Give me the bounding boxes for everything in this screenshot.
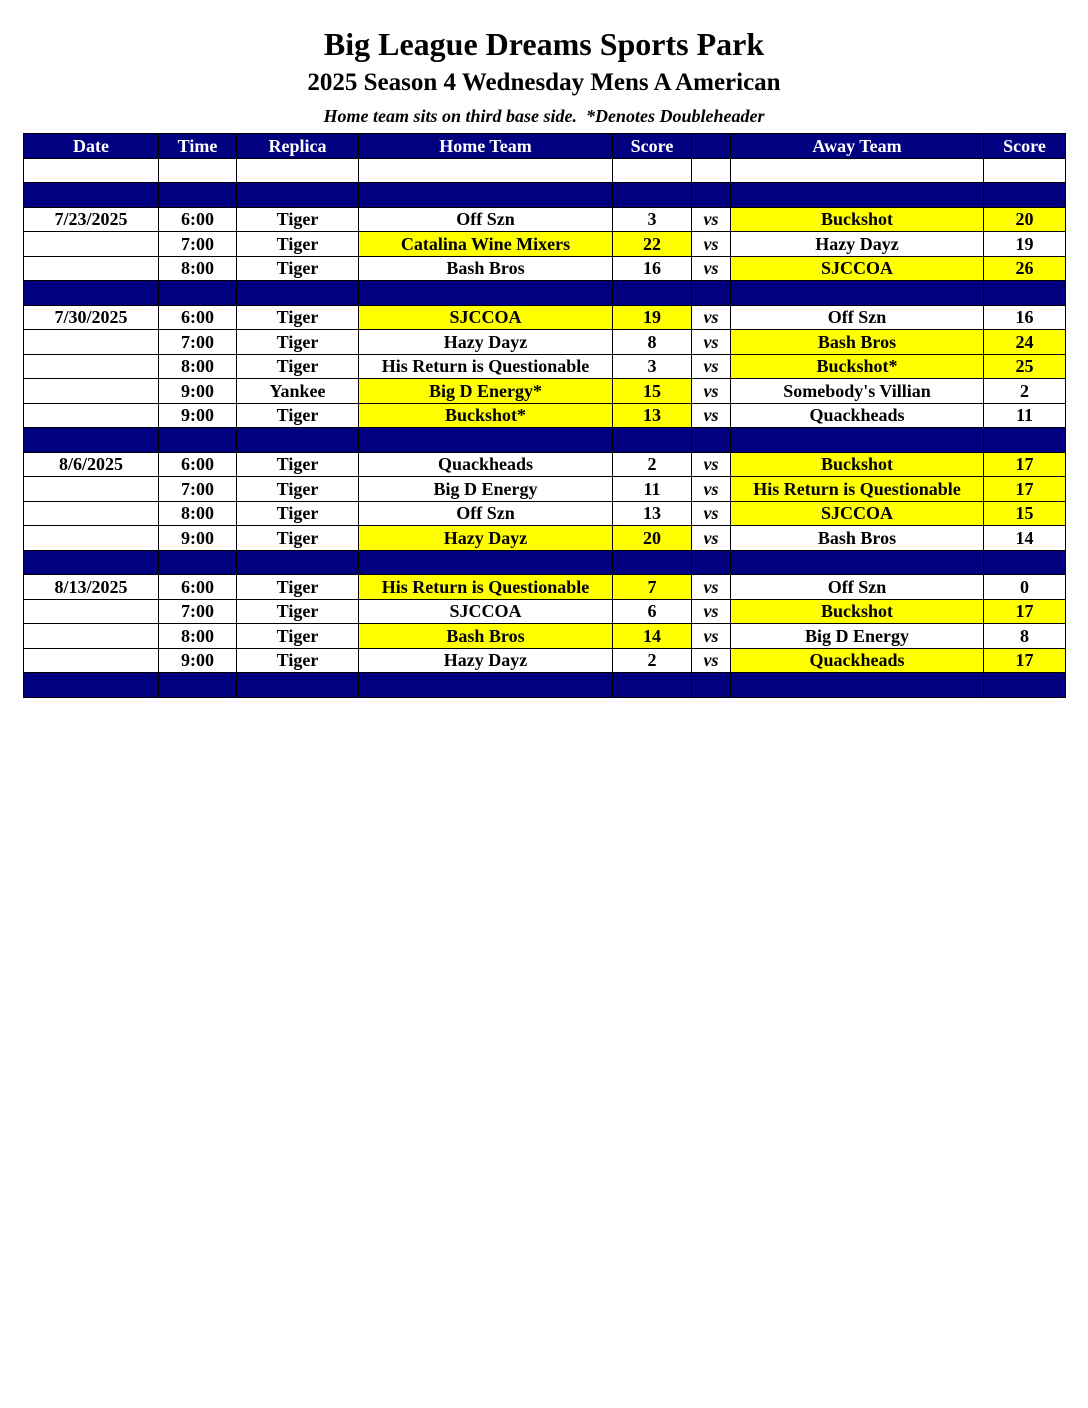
replica-cell: Tiger	[237, 452, 359, 477]
separator-cell	[731, 550, 984, 575]
away-team-cell: Big D Energy	[731, 624, 984, 649]
replica-cell: Tiger	[237, 648, 359, 673]
away-team-cell: Buckshot	[731, 207, 984, 232]
home-score-cell: 7	[613, 575, 692, 600]
date-cell: 7/23/2025	[24, 207, 159, 232]
date-cell: 7/30/2025	[24, 305, 159, 330]
home-team-cell: Hazy Dayz	[359, 526, 613, 551]
date-cell	[24, 256, 159, 281]
table-row	[24, 207, 1066, 232]
time-cell: 7:00	[159, 330, 237, 355]
separator-cell	[984, 281, 1066, 306]
vs-cell: vs	[692, 330, 731, 355]
time-cell: 9:00	[159, 379, 237, 404]
replica-cell: Tiger	[237, 354, 359, 379]
date-cell	[24, 354, 159, 379]
blank-cell	[692, 158, 731, 183]
separator-cell	[984, 428, 1066, 453]
time-cell: 9:00	[159, 526, 237, 551]
separator-cell	[24, 428, 159, 453]
table-row	[24, 477, 1066, 502]
replica-cell: Tiger	[237, 526, 359, 551]
home-team-cell: Catalina Wine Mixers	[359, 232, 613, 257]
table-row	[24, 526, 1066, 551]
blank-cell	[731, 158, 984, 183]
vs-cell: vs	[692, 477, 731, 502]
away-team-cell: Buckshot*	[731, 354, 984, 379]
separator-cell	[24, 673, 159, 698]
away-score-cell: 11	[984, 403, 1066, 428]
vs-cell: vs	[692, 305, 731, 330]
separator-cell	[24, 281, 159, 306]
separator-cell	[692, 550, 731, 575]
home-team-cell: Hazy Dayz	[359, 330, 613, 355]
away-team-cell: SJCCOA	[731, 501, 984, 526]
table-row	[24, 452, 1066, 477]
away-score-cell: 8	[984, 624, 1066, 649]
date-cell	[24, 599, 159, 624]
home-team-cell: Hazy Dayz	[359, 648, 613, 673]
time-cell: 8:00	[159, 624, 237, 649]
separator-cell	[359, 428, 613, 453]
away-score-cell: 25	[984, 354, 1066, 379]
home-team-cell: His Return is Questionable	[359, 354, 613, 379]
time-cell: 6:00	[159, 575, 237, 600]
separator-row	[24, 183, 1066, 208]
date-cell: 8/13/2025	[24, 575, 159, 600]
home-team-cell: Quackheads	[359, 452, 613, 477]
away-team-cell: Bash Bros	[731, 330, 984, 355]
blank-cell	[984, 158, 1066, 183]
separator-cell	[984, 183, 1066, 208]
separator-cell	[359, 550, 613, 575]
blank-cell	[24, 158, 159, 183]
time-cell: 7:00	[159, 599, 237, 624]
replica-cell: Tiger	[237, 624, 359, 649]
separator-cell	[159, 550, 237, 575]
replica-cell: Tiger	[237, 232, 359, 257]
col-header-home-team: Home Team	[359, 134, 613, 159]
separator-cell	[237, 183, 359, 208]
away-team-cell: Quackheads	[731, 403, 984, 428]
away-team-cell: Buckshot	[731, 599, 984, 624]
blank-cell	[613, 158, 692, 183]
replica-cell: Tiger	[237, 477, 359, 502]
away-team-cell: Bash Bros	[731, 526, 984, 551]
date-cell	[24, 379, 159, 404]
vs-cell: vs	[692, 501, 731, 526]
date-cell: 8/6/2025	[24, 452, 159, 477]
vs-cell: vs	[692, 207, 731, 232]
schedule-note: Home team sits on third base side. *Denotes Doubleheader	[323, 106, 765, 126]
col-header-replica: Replica	[237, 134, 359, 159]
date-cell	[24, 501, 159, 526]
date-cell	[24, 624, 159, 649]
home-score-cell: 3	[613, 354, 692, 379]
separator-cell	[692, 183, 731, 208]
time-cell: 9:00	[159, 403, 237, 428]
col-header-date: Date	[24, 134, 159, 159]
page-title: Big League Dreams Sports Park	[323, 26, 765, 62]
vs-cell: vs	[692, 403, 731, 428]
separator-cell	[24, 183, 159, 208]
separator-cell	[159, 673, 237, 698]
away-score-cell: 17	[984, 648, 1066, 673]
home-team-cell: Bash Bros	[359, 256, 613, 281]
separator-cell	[731, 183, 984, 208]
replica-cell: Tiger	[237, 501, 359, 526]
home-team-cell: SJCCOA	[359, 305, 613, 330]
away-team-cell: Quackheads	[731, 648, 984, 673]
separator-cell	[731, 428, 984, 453]
replica-cell: Yankee	[237, 379, 359, 404]
blank-cell	[159, 158, 237, 183]
vs-cell: vs	[692, 379, 731, 404]
away-score-cell: 15	[984, 501, 1066, 526]
away-team-cell: His Return is Questionable	[731, 477, 984, 502]
away-score-cell: 14	[984, 526, 1066, 551]
replica-cell: Tiger	[237, 403, 359, 428]
separator-cell	[237, 428, 359, 453]
separator-cell	[359, 281, 613, 306]
time-cell: 8:00	[159, 354, 237, 379]
time-cell: 8:00	[159, 256, 237, 281]
away-score-cell: 2	[984, 379, 1066, 404]
replica-cell: Tiger	[237, 305, 359, 330]
schedule-body	[24, 158, 1066, 697]
vs-cell: vs	[692, 526, 731, 551]
home-team-cell: Off Szn	[359, 501, 613, 526]
replica-cell: Tiger	[237, 330, 359, 355]
separator-cell	[613, 550, 692, 575]
table-header-row	[24, 134, 1066, 159]
replica-cell: Tiger	[237, 575, 359, 600]
home-team-cell: Bash Bros	[359, 624, 613, 649]
separator-row	[24, 673, 1066, 698]
separator-cell	[24, 550, 159, 575]
away-team-cell: Hazy Dayz	[731, 232, 984, 257]
home-score-cell: 3	[613, 207, 692, 232]
table-row	[24, 648, 1066, 673]
separator-cell	[692, 673, 731, 698]
away-score-cell: 26	[984, 256, 1066, 281]
separator-cell	[613, 183, 692, 208]
separator-cell	[237, 550, 359, 575]
replica-cell: Tiger	[237, 599, 359, 624]
away-team-cell: Somebody's Villian	[731, 379, 984, 404]
time-cell: 8:00	[159, 501, 237, 526]
home-score-cell: 6	[613, 599, 692, 624]
col-header-time: Time	[159, 134, 237, 159]
away-score-cell: 20	[984, 207, 1066, 232]
separator-row	[24, 281, 1066, 306]
home-team-cell: Big D Energy	[359, 477, 613, 502]
time-cell: 6:00	[159, 452, 237, 477]
away-team-cell: Off Szn	[731, 575, 984, 600]
separator-cell	[731, 281, 984, 306]
away-score-cell: 17	[984, 599, 1066, 624]
separator-cell	[731, 673, 984, 698]
schedule-table	[23, 133, 1066, 698]
time-cell: 7:00	[159, 477, 237, 502]
table-row	[24, 501, 1066, 526]
separator-cell	[984, 550, 1066, 575]
home-score-cell: 20	[613, 526, 692, 551]
col-header-vs	[692, 134, 731, 159]
replica-cell: Tiger	[237, 207, 359, 232]
page-subtitle: 2025 Season 4 Wednesday Mens A American	[307, 69, 781, 96]
vs-cell: vs	[692, 256, 731, 281]
away-score-cell: 0	[984, 575, 1066, 600]
home-team-cell: Big D Energy*	[359, 379, 613, 404]
blank-cell	[359, 158, 613, 183]
time-cell: 9:00	[159, 648, 237, 673]
date-cell	[24, 526, 159, 551]
away-team-cell: Buckshot	[731, 452, 984, 477]
home-score-cell: 16	[613, 256, 692, 281]
away-score-cell: 24	[984, 330, 1066, 355]
table-row	[24, 232, 1066, 257]
table-row	[24, 354, 1066, 379]
separator-row	[24, 550, 1066, 575]
replica-cell: Tiger	[237, 256, 359, 281]
separator-row	[24, 428, 1066, 453]
table-row	[24, 403, 1066, 428]
blank-cell	[237, 158, 359, 183]
table-row	[24, 599, 1066, 624]
col-header-home-score: Score	[613, 134, 692, 159]
col-header-away-score: Score	[984, 134, 1066, 159]
vs-cell: vs	[692, 575, 731, 600]
separator-cell	[359, 673, 613, 698]
separator-cell	[359, 183, 613, 208]
away-score-cell: 19	[984, 232, 1066, 257]
home-score-cell: 13	[613, 501, 692, 526]
home-score-cell: 14	[613, 624, 692, 649]
vs-cell: vs	[692, 599, 731, 624]
away-score-cell: 16	[984, 305, 1066, 330]
table-row	[24, 379, 1066, 404]
home-score-cell: 19	[613, 305, 692, 330]
home-score-cell: 11	[613, 477, 692, 502]
separator-cell	[237, 673, 359, 698]
home-score-cell: 2	[613, 452, 692, 477]
separator-cell	[159, 281, 237, 306]
vs-cell: vs	[692, 648, 731, 673]
table-row	[24, 305, 1066, 330]
time-cell: 6:00	[159, 305, 237, 330]
table-row	[24, 256, 1066, 281]
separator-cell	[613, 428, 692, 453]
separator-cell	[159, 428, 237, 453]
separator-cell	[237, 281, 359, 306]
away-score-cell: 17	[984, 477, 1066, 502]
time-cell: 6:00	[159, 207, 237, 232]
vs-cell: vs	[692, 232, 731, 257]
home-team-cell: SJCCOA	[359, 599, 613, 624]
vs-cell: vs	[692, 452, 731, 477]
away-team-cell: Off Szn	[731, 305, 984, 330]
away-team-cell: SJCCOA	[731, 256, 984, 281]
separator-cell	[692, 281, 731, 306]
date-cell	[24, 232, 159, 257]
home-score-cell: 2	[613, 648, 692, 673]
home-team-cell: Off Szn	[359, 207, 613, 232]
separator-cell	[984, 673, 1066, 698]
table-row	[24, 575, 1066, 600]
date-cell	[24, 330, 159, 355]
separator-cell	[613, 281, 692, 306]
table-row	[24, 624, 1066, 649]
home-team-cell: His Return is Questionable	[359, 575, 613, 600]
vs-cell: vs	[692, 624, 731, 649]
col-header-away-team: Away Team	[731, 134, 984, 159]
separator-cell	[692, 428, 731, 453]
home-team-cell: Buckshot*	[359, 403, 613, 428]
separator-cell	[613, 673, 692, 698]
home-score-cell: 8	[613, 330, 692, 355]
separator-cell	[159, 183, 237, 208]
away-score-cell: 17	[984, 452, 1066, 477]
home-score-cell: 22	[613, 232, 692, 257]
time-cell: 7:00	[159, 232, 237, 257]
date-cell	[24, 477, 159, 502]
date-cell	[24, 403, 159, 428]
table-row	[24, 330, 1066, 355]
vs-cell: vs	[692, 354, 731, 379]
blank-row	[24, 158, 1066, 183]
home-score-cell: 15	[613, 379, 692, 404]
date-cell	[24, 648, 159, 673]
home-score-cell: 13	[613, 403, 692, 428]
